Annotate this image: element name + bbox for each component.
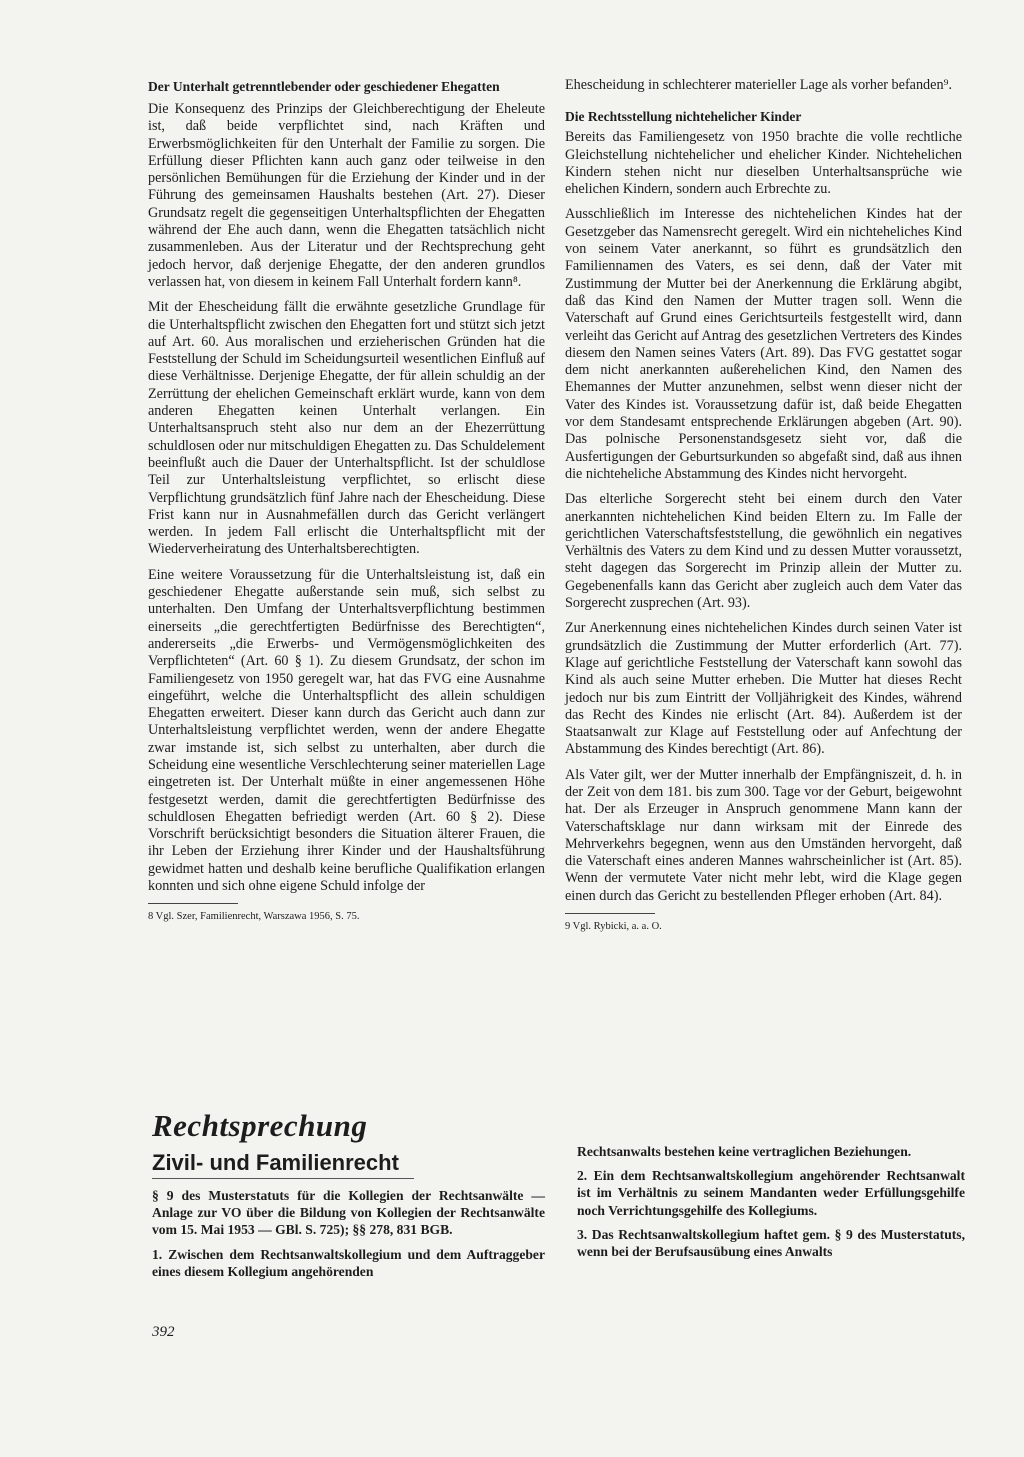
left-column xyxy=(148,78,545,923)
right-column xyxy=(565,77,962,933)
page-number: 392 xyxy=(152,1324,175,1340)
paragraph: Bereits das Familiengesetz von 1950 brachte die volle rechtliche Gleichstellung nichtehelicher und ehelicher Kinder. Nichtehelichen Kindern stehen nicht nur dieselben Unterhaltsansprüche wie ehelichen Kindern, sondern auch Erbrechte zu. xyxy=(565,129,962,198)
headnote-item: Rechtsanwalts bestehen keine vertraglichen Beziehungen. xyxy=(577,1144,912,1159)
case-left-column xyxy=(152,1187,545,1287)
paragraph: Zur Anerkennung eines nichtehelichen Kindes durch seinen Vater ist grundsätzlich die Zustimmung der Mutter erforderlich (Art. 77). Klage auf gerichtliche Feststellung der Vaterschaft kann sowohl das Kind als auch seine Mutter erheben. Die Mutter hat dieses Recht jedoch nur bis zum Eintritt der Volljährigkeit des Kindes, während das Recht des Kindes nie erlischt (Art. 84). Außerdem ist der Staatsanwalt zur Klage auf Feststellung oder auf Anfechtung der Abstammung des Kindes berechtigt (Art. 86). xyxy=(565,620,962,758)
section-heading-maintenance: Der Unterhalt getrenntlebender oder geschiedener Ehegatten xyxy=(148,79,500,94)
paragraph: Eine weitere Voraussetzung für die Unterhaltsleistung ist, daß ein geschiedener Ehegatte außerstande sein muß, sich selbst zu unterhalten. Den Umfang der Unterhaltsverpflichtung bestimmen einerseits „die gerechtfertigten Bedürfnisse des Berechtigten“, andererseits „die Erwerbs- und Vermögensmöglichkeiten des Verpflichteten“ (Art. 60 § 1). Zu diesem Grundsatz, der schon im Familiengesetz von 1950 geregelt war, hat das FVG eine Ausnahme eingeführt, welche die Unterhaltspflicht des allein schuldigen Ehegatten erweitert. Dieser kann durch das Gericht auch dann zur Unterhaltsleistung verpflichtet werden, wenn der andere Ehegatte zwar imstande ist, sich selbst zu unterhalten, aber durch die Scheidung eine wesentliche Verschlechterung seiner materiellen Lage eingetreten ist. Der Unterhalt müßte in einer angemessenen Höhe festgesetzt werden, damit die gerechtfertigten Bedürfnisse des schuldlosen Ehegatten befriedigt werden (Art. 60 § 2). Diese Vorschrift berücksichtigt besonders die Situation älterer Frauen, die ihr Leben der Erziehung ihrer Kinder und der Haushaltsführung gewidmet hatten und deshalb keine berufliche Qualifikation erlangen konnten und sich ohne eigene Schuld infolge der xyxy=(148,566,545,895)
paragraph: Die Konsequenz des Prinzips der Gleichberechtigung der Eheleute ist, daß beide verpflichtet sind, nach Kräften und Erwerbsmöglichkeiten für den Unterhalt der Familie zu sorgen. Die Erfüllung dieser Pflichten kann auch ganz oder teilweise in den persönlichen Bemühungen für die Erziehung der Kinder und in der Führung des gemeinsamen Haushalts bestehen (Art. 27). Dieser Grundsatz regelt die gegenseitigen Unterhaltspflichten der Ehegatten während der Ehe auch dann, wenn die Ehegatten tatsächlich nicht zusammenleben. Aus der Literatur und der Rechtsprechung geht jedoch hervor, daß derjenige Ehegatte, der den anderen grundlos verlassen hat, von diesem in keinem Fall Unterhalt fordern kann⁸. xyxy=(148,101,545,290)
footnote-divider xyxy=(148,903,238,904)
paragraph-continuation: Ehescheidung in schlechterer materieller Lage als vorher befanden⁹. xyxy=(565,77,953,93)
section-heading-children: Die Rechtsstellung nichtehelicher Kinder xyxy=(565,109,802,125)
footnote: 9 Vgl. Rybicki, a. a. O. xyxy=(565,921,662,933)
footnote: 8 Vgl. Szer, Familienrecht, Warszawa 1956, S. 75. xyxy=(148,911,360,923)
paragraph: Als Vater gilt, wer der Mutter innerhalb der Empfängniszeit, d. h. in der Zeit von dem 181. bis zum 300. Tage vor der Geburt, beigewohnt hat. Der als Erzeuger in Anspruch genommene Mann kann der Vaterschaftsklage nur dann wirksam mit der Einrede des Mehrverkehrs begegnen, wenn aus den Umständen hervorgeht, daß die Vaterschaft eines anderen Mannes wahrscheinlicher ist (Art. 85). Wenn der vermutete Vater nicht mehr lebt, wird die Klage gegen einen durch das Gericht zu bestellenden Pfleger erhoben (Art. 84). xyxy=(565,766,962,904)
footnote-divider xyxy=(565,913,655,914)
paragraph: Das elterliche Sorgerecht steht bei einem durch den Vater anerkannten nichtehelichen Kind beiden Eltern zu. Im Falle der gerichtlichen Vaterschaftsfeststellung, die gewöhnlich ein negatives Verhältnis des Vaters zu dem Kind und zu dessen Mutter voraussetzt, steht dagegen das Sorgerecht im Prinzip allein der Mutter zu. Gegebenenfalls kann das Gericht aber zugleich auch dem Vater das Sorgerecht zusprechen (Art. 93). xyxy=(565,491,962,612)
case-right-column xyxy=(577,1143,965,1267)
paragraph: Mit der Ehescheidung fällt die erwähnte gesetzliche Grundlage für die Unterhaltspflicht zwischen den Ehegatten fort und stützt sich jetzt auf Art. 60. Aus moralischen und erzieherischen Gründen hat die Feststellung der Schuld im Scheidungsurteil wesentlichen Einfluß auf diese Verhältnisse. Derjenige Ehegatte, der für allein schuldig an der Zerrüttung der ehelichen Gemeinschaft erklärt wurde, kann von dem anderen Ehegatten keinen Unterhalt verlangen. Ein Unterhaltsanspruch steht also nur dem an der Ehezerrüttung schuldlosen oder nur mitschuldigen Ehegatten zu. Das Schuldelement beeinflußt auch die Dauer der Unterhaltspflicht. Ist der schuldlose Teil zur Unterhaltsleistung verpflichtet, so erlischt diese Verpflichtung grundsätzlich fünf Jahre nach der Ehescheidung. Diese Frist kann nur in Ausnahmefällen durch das Gericht verlängert werden. In jedem Fall erlischt die Unterhaltspflicht mit der Wiederverheiratung des Unterhaltsberechtigten. xyxy=(148,299,545,558)
heading-underline xyxy=(152,1178,414,1179)
headnote-item: 3. Das Rechtsanwaltskollegium haftet gem. § 9 des Musterstatuts, wenn bei der Berufsausübung eines Anwalts xyxy=(577,1226,965,1260)
headnote-item: 2. Ein dem Rechtsanwaltskollegium angehörender Rechtsanwalt ist im Verhältnis zu seinem Mandanten weder Erfüllungsgehilfe noch Verrichtungsgehilfe des Kollegiums. xyxy=(577,1168,965,1218)
paragraph: Ausschließlich im Interesse des nichtehelichen Kindes hat der Gesetzgeber das Namensrecht geregelt. Wird ein nichteheliches Kind von seinem Vater anerkannt, so führt es grundsätzlich den Familiennamen des Vaters, es sei denn, daß der Vater mit Zustimmung der Mutter bei der Anerkennung die Erklärung abgibt, daß das Kind den Namen der Mutter tragen soll. Wenn die Vaterschaft auf Grund eines Gerichtsurteils festgestellt wird, dann verleiht das Gericht auf Antrag des gesetzlichen Vertreters des Kindes diesem den Namen seines Vaters (Art. 89). Das FVG gestattet sogar dem nicht anerkannten außerehelichen Kind, den Namen des Ehemannes der Mutter anzunehmen, selbst wenn dieser nicht der Vater des Kindes ist. Voraussetzung dafür ist, daß beide Ehegatten vor dem Standesamt entsprechende Erklärungen abgeben (Art. 90). Das polnische Personenstandsgesetz sieht vor, daß die Ausfertigungen der Geburtsurkunden so abgefaßt sind, daß aus ihnen die nichteheliche Abstammung des Kindes nicht hervorgeht. xyxy=(565,206,962,482)
headnote-item: 1. Zwischen dem Rechtsanwaltskollegium und dem Auftraggeber eines diesem Kollegium angehörenden xyxy=(152,1246,545,1279)
section-script-title: Rechtsprechung xyxy=(152,1108,368,1143)
statute-reference: § 9 des Musterstatuts für die Kollegien der Rechtsanwälte — Anlage zur VO über die Bildung von Kollegien der Rechtsanwälte vom 15. Mai 1953 — GBl. S. 725); §§ 278, 831 BGB. xyxy=(152,1188,545,1238)
section-heading: Zivil- und Familienrecht xyxy=(152,1150,399,1175)
